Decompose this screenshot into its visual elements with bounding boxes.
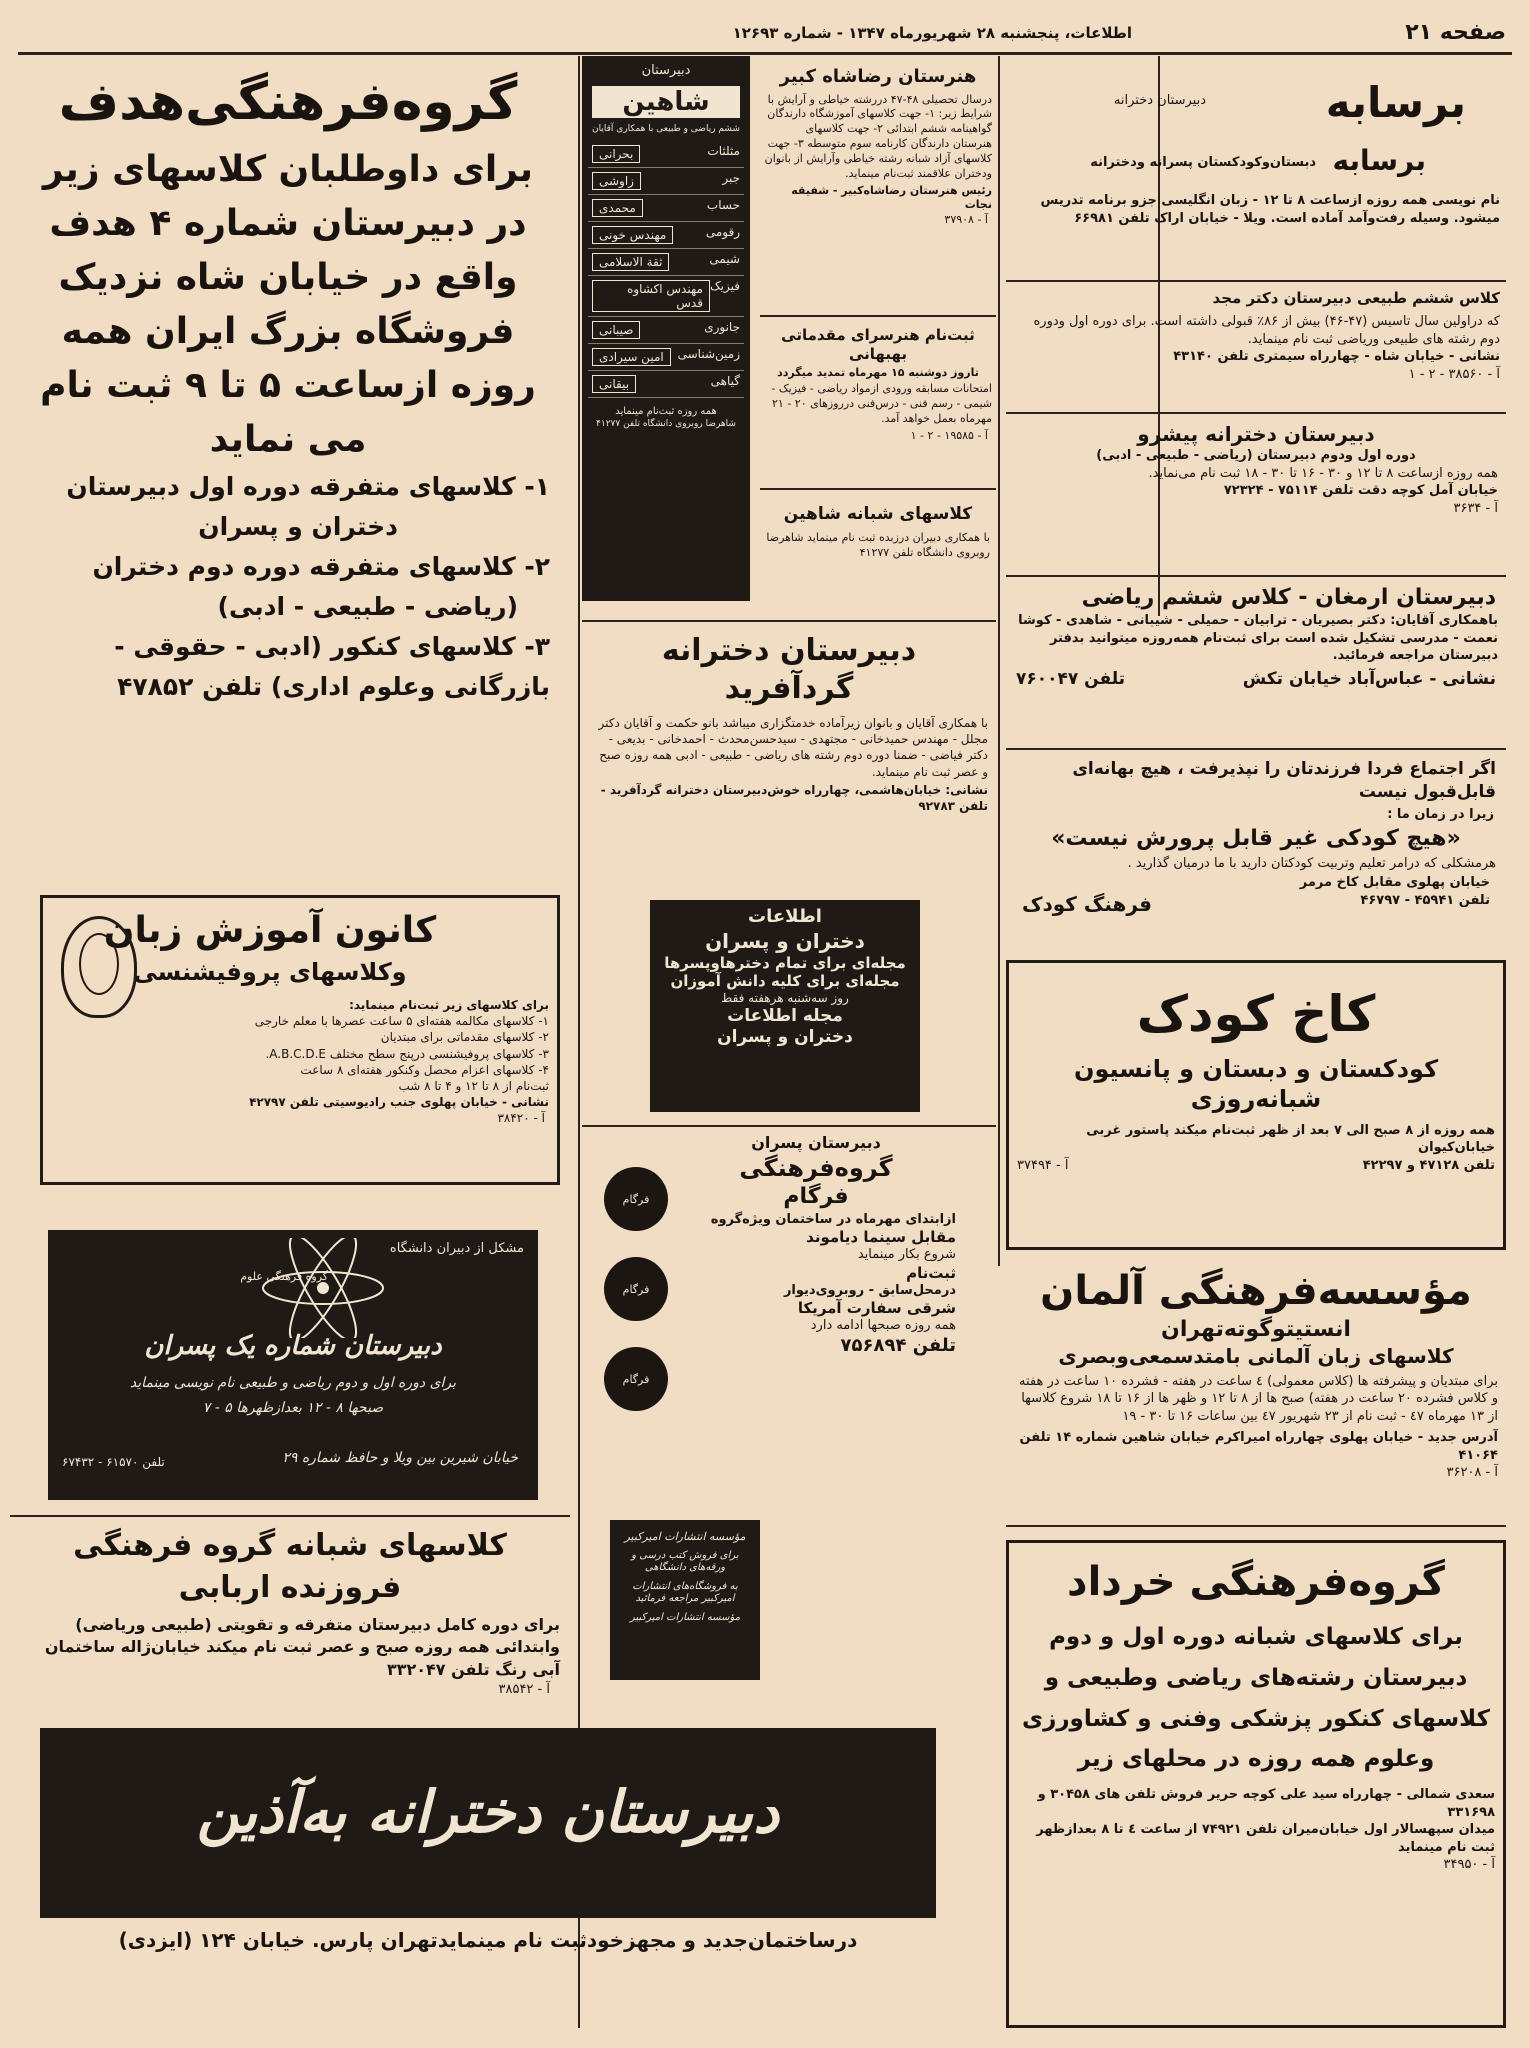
fargam-l5: درمحل‌سابق - روبروی‌دیوار	[783, 1282, 956, 1298]
behbahani-title: ثبت‌نام هنرسرای مقدماتی بهبهانی	[781, 326, 975, 363]
reza-shah-title: هنرستان رضاشاه کبیر	[779, 66, 977, 87]
ad-magazine	[650, 900, 920, 1112]
hadaf-title: گروه‌فرهنگی‌هدف	[58, 72, 518, 132]
majd-code: آ - ۳۸۵۶۰ - ۲ - ۱	[1408, 366, 1500, 382]
teacher-subject: شیمی	[709, 252, 740, 267]
hadaf-line-1: در دبیرستان شماره ۴ هدف	[49, 203, 527, 244]
barsabeh-body: نام نویسی همه روزه ازساعت ۸ تا ۱۲ - زبان انگلیسی جزو برنامه تدریس میشود. وسیله رفت‌وآمد آماده است. ویلا - خیابان اراک تلفن ۶۶۹۸۱	[1040, 193, 1500, 226]
hadaf-item-5: بازرگانی وعلوم اداری) تلفن ۴۷۸۵۲	[117, 672, 550, 701]
kanoon-line-5: ثبت‌نام از ۸ تا ۱۲ و ۴ تا ۸ شب	[398, 1078, 549, 1093]
teacher-name: مهندس خونی	[592, 226, 673, 244]
hadaf-item-3: (ریاضی - طبیعی - ادبی)	[217, 592, 518, 621]
pishro-line3: خیابان آمل کوچه دقت تلفن ۷۵۱۱۴ - ۷۲۳۲۴	[1223, 483, 1498, 499]
ad-pishro	[1006, 416, 1506, 558]
shaheen-teacher-list	[588, 141, 744, 398]
teacher-subject: جانوری	[704, 320, 740, 335]
azin-body: درساختمان‌جدید و مجهزخودثبت نام مینمایدتهران پارس. خیابان ۱۲۴ (ایزدی)	[118, 1928, 858, 1952]
ad-goethe	[1006, 1262, 1506, 1527]
shaheen-teacher-row	[588, 344, 744, 371]
teacher-subject: گیاهی	[710, 374, 740, 389]
goethe-code: آ - ۳۶۲۰۸	[1446, 1465, 1498, 1481]
majd-address: نشانی - خیابان شاه - چهارراه سیمتری تلفن ۴۳۱۴۰	[1173, 349, 1500, 365]
forouzandeh-code: آ - ۳۸۵۴۲	[498, 1682, 550, 1698]
khordad-title: گروه‌فرهنگی خرداد	[1067, 1559, 1445, 1605]
shaheen-name: شاهین	[592, 86, 740, 119]
hadaf-line-0: برای داوطلبان کلاسهای زیر	[42, 149, 534, 190]
amir-kabir-l1: مؤسسه انتشارات امیرکبیر	[624, 1530, 746, 1543]
reza-shah-body: درسال تحصیلی ۴۸-۴۷ دررشته خیاطی و آرایش با شرایط زیر: ۱- جهت کلاسهای آموزشگاه دارندگان گواهینامه ششم ابتدائی ۲- جهت کلاسهای هنرستان دارندگان کارنامه سوم متوسطه ۳- جهت کلاسهای آزاد شبانه رشته خیاطی وآرایش از بانوان ودختران علاقمند ثبت‌نام مینماید.	[764, 92, 992, 180]
behbahani-body: امتحانات مسابقه ورودی ازمواد ریاضی - فیزیک - شیمی - رسم فنی - درس‌فنی درروزهای ۲۰ - ۲۱ مهرماه بعمل خواهد آمد.	[771, 382, 992, 426]
fargam-kicker: دبیرستان پسران	[751, 1133, 881, 1152]
azin-body-strip	[40, 1920, 936, 1964]
amir-kabir-l2: برای فروش کتب درسی و ورقه‌های دانشگاهی	[631, 1549, 739, 1574]
kakh-code: آ - ۳۷۴۹۴	[1017, 1157, 1069, 1173]
khordad-line-0: برای کلاسهای شبانه دوره اول و دوم	[1049, 1624, 1463, 1650]
armaghan-body: باهمکاری آقایان: دکتر بصیریان - ترابیان - حمیلی - شیبانی - شاهدی - کوشا نعمت - مدرسی تشکیل شده است برای ثبت‌نام همه‌روزه میتوانید بدفتر دبیرستان مراجعه فرمائید.	[1018, 613, 1498, 664]
armaghan-address: نشانی - عباس‌آباد خیابان تکش	[1242, 668, 1496, 689]
fargam-logo-text: فرگام	[622, 1372, 650, 1386]
yek-line2: صبحها ۸ - ۱۲ بعدازظهرها ۵ - ۷	[202, 1400, 384, 1416]
barsabeh-title: برسابه	[1325, 78, 1466, 127]
magazine-l1: اطلاعات	[748, 906, 822, 927]
teacher-subject: زمین‌شناسی	[677, 347, 740, 362]
koodak-body: هرمشکلی که درامر تعلیم وتربیت کودکتان دارید با ما درمیان گذارید .	[1127, 855, 1496, 871]
majd-body: که دراولین سال تاسیس (۴۷-۴۶) بیش از ۸۶٪ قبولی داشته است. برای دوره اول ودوره دوم رشته های طبیعی وریاضی ثبت نام مینماید.	[1033, 314, 1500, 347]
koodak-brand: فرهنگ کودک	[1022, 892, 1152, 917]
pishro-line2: همه روزه ازساعت ۸ تا ۱۲ و ۳۰ - ۱۶ تا ۳۰ - ۱۸ ثبت نام می‌نماید.	[1148, 465, 1498, 481]
kanoon-line-0: برای کلاسهای زیر ثبت‌نام مینماید:	[349, 998, 549, 1012]
ad-forouzandeh	[10, 1515, 570, 1720]
hadaf-item-0: ۱- کلاسهای متفرقه دوره اول دبیرستان	[66, 472, 550, 501]
barsabeh-sub-kicker: دبستان‌و‌کودکستان پسرانه ودخترانه	[1090, 155, 1316, 170]
fargam-l4: ثبت‌نام	[906, 1263, 956, 1282]
gordafarid-address: نشانی: خیابان‌هاشمی، چهارراه خوش‌دبیرستان دخترانه گردآفرید - تلفن ۹۲۷۸۳	[600, 782, 988, 813]
ad-kakh-koodak	[1006, 960, 1506, 1250]
col-divider-2	[998, 56, 1000, 1266]
teacher-subject: فیزیک	[709, 279, 740, 294]
hadaf-line-2: واقع در خیابان شاه نزدیک	[58, 257, 518, 298]
ad-fargam	[582, 1125, 996, 1425]
teacher-name: زاوشی	[592, 172, 641, 190]
fargam-l3: شروع بکار مینماید	[857, 1247, 956, 1263]
ad-shaheen-night	[760, 492, 996, 614]
koodak-slogan: «هیچ کودکی غیر قابل پرورش نیست»	[1051, 826, 1461, 852]
fargam-l2: مقابل سینما دیاموند	[806, 1228, 956, 1247]
goethe-sub2: کلاسهای زبان آلمانی بامتدسمعی‌وبصری	[1058, 1343, 1454, 1368]
koodak-head: اگر اجتماع فردا فرزندتان را نپذیرفت ، هیچ بهانه‌ای قابل‌قبول نیست	[1072, 759, 1496, 802]
koodak-kicker: زیرا در زمان ما :	[1387, 806, 1494, 822]
fargam-logo-icon	[604, 1347, 668, 1411]
shaheen-teacher-row	[588, 222, 744, 249]
shaheen-teacher-row	[588, 276, 744, 317]
ad-gordafarid	[582, 620, 996, 888]
kanoon-line-4: ۴- کلاسهای اعزام محصل وکنکور هفته‌ای ۸ ساعت	[300, 1062, 549, 1077]
teacher-name: بیقانی	[592, 375, 636, 393]
shaheen-footer1: همه روزه ثبت‌نام مینماید	[615, 406, 717, 418]
ad-kanoon	[40, 895, 560, 1185]
teacher-subject: مثلثات	[707, 144, 740, 159]
kakh-sub2: شبانه‌روزی	[1190, 1084, 1322, 1113]
kanoon-emblem-icon	[61, 916, 137, 1018]
magazine-l3: مجله‌ای برای تمام دخترهاوپسرها	[664, 953, 906, 972]
gordafarid-title: دبیرستان دخترانه	[661, 633, 917, 668]
ad-dabirestan-yek	[48, 1230, 538, 1500]
forouzandeh-title: کلاسهای شبانه گروه فرهنگی	[73, 1528, 507, 1563]
page-header	[18, 14, 1512, 50]
teacher-name: مهندس اکشاوه قدس	[592, 280, 710, 312]
azin-title: دبیرستان دخترانه به‌آذین	[196, 1778, 780, 1846]
pishro-title: دبیرستان دخترانه پیشرو	[1137, 422, 1375, 446]
kanoon-line-1: ۱- کلاسهای مکالمه هفته‌ای ۵ ساعت عصرها با معلم خارجی	[254, 1014, 549, 1029]
khordad-line-1: دبیرستان رشته‌های ریاضی وطبیعی و	[1044, 1664, 1468, 1691]
hadaf-line-4: روزه ازساعت ۵ تا ۹ ثبت نام	[40, 365, 536, 406]
shaheen-sub: ششم ریاضی و طبیعی با همکاری آقایان	[592, 124, 740, 135]
shaheen-night-title: کلاسهای شبانه شاهین	[783, 504, 973, 524]
kakh-phone: تلفن ۴۷۱۲۸ و ۴۲۲۹۷	[1362, 1157, 1495, 1173]
issue-info: اطلاعات، پنجشنبه ۲۸ شهریورماه ۱۳۴۷ - شماره ۱۲۶۹۳	[732, 24, 1132, 42]
fargam-l1: ازابتدای مهرماه در ساختمان ویژه‌گروه	[710, 1211, 956, 1227]
yek-line1: برای دوره اول و دوم ریاضی و طبیعی نام نویسی مینماید	[129, 1375, 457, 1391]
teacher-subject: جبر	[722, 171, 740, 186]
teacher-name: بحرانی	[592, 145, 640, 163]
ad-khordad	[1006, 1540, 1506, 2028]
hadaf-item-2: ۲- کلاسهای متفرقه دوره دوم دختران	[92, 552, 550, 581]
kanoon-sub: وکلاسهای پروفیشنسی	[133, 958, 407, 986]
teacher-name: امین سیرادی	[592, 348, 671, 366]
fargam-logo-icon	[604, 1257, 668, 1321]
fargam-name: فرگام	[783, 1184, 849, 1209]
yek-top: مشکل از دبیران دانشگاه	[389, 1241, 524, 1256]
shaheen-footer2: شاهرضا روبروی دانشگاه تلفن ۴۱۲۷۷	[596, 418, 736, 429]
magazine-l4: مجله‌ای برای کلیه دانش آموزان	[670, 972, 900, 991]
pishro-code: آ - ۳۶۳۴	[1453, 500, 1498, 516]
atom-icon	[258, 1238, 388, 1338]
koodak-phone: تلفن ۴۵۹۴۱ - ۴۶۷۹۷	[1360, 893, 1490, 909]
fargam-title: گروه‌فرهنگی	[739, 1154, 893, 1182]
khordad-line-2: کلاسهای کنکور پزشکی وفنی و کشاورزی	[1022, 1705, 1490, 1732]
kanoon-address: نشانی - خیابان پهلوی جنب رادیوسیتی تلفن ۴۲۷۹۷	[249, 1095, 549, 1110]
kakh-body: همه روزه از ۸ صبح الی ۷ بعد از ظهر ثبت‌نام میکند پاستور غربی خیابان‌کیوان	[1086, 1122, 1495, 1156]
shaheen-teacher-row	[588, 168, 744, 195]
fargam-logo-icon	[604, 1167, 668, 1231]
fargam-logo-text: فرگام	[622, 1192, 650, 1206]
shaheen-teacher-row	[588, 141, 744, 168]
hadaf-line-3: فروشگاه بزرگ ایران همه	[61, 311, 515, 352]
amir-kabir-l3: به فروشگاه‌های انتشارات امیرکبیر مراجعه فرمائید	[632, 1580, 738, 1605]
ad-majd	[1006, 284, 1506, 414]
goethe-sub: انستیتوگوته‌تهران	[1161, 1317, 1351, 1342]
teacher-name: محمدی	[592, 199, 643, 217]
ad-behbahani	[760, 320, 996, 490]
magazine-l6: مجله اطلاعات	[727, 1006, 843, 1026]
majd-title: کلاس ششم طبیعی دبیرستان دکتر مجد	[1212, 289, 1500, 307]
ad-amir-kabir	[610, 1520, 760, 1680]
barsabeh-sub-title: برسابه	[1332, 144, 1426, 177]
shaheen-teacher-row	[588, 371, 744, 398]
pishro-line1: دوره اول ودوم دبیرستان (ریاضی - طبیعی - ادبی)	[1096, 448, 1416, 463]
kanoon-line-2: ۲- کلاسهای مقدماتی برای مبتدیان	[380, 1030, 549, 1045]
hadaf-item-1: دختران و پسران	[198, 512, 398, 541]
reza-shah-code: آ - ۳۷۹۰۸	[944, 213, 988, 227]
ad-armaghan	[1006, 575, 1506, 750]
khordad-addr2: میدان سپهسالار اول خیابان‌میران تلفن ۷۴۹۲۱ از ساعت ٤ تا ۸ بعدازظهر ثبت نام مینماید	[1036, 1822, 1495, 1855]
kanoon-code: آ - ۳۸۴۲۰	[497, 1111, 545, 1126]
goethe-body: برای مبتدیان و پیشرفته ها (کلاس معمولی) ٤ ساعت در هفته - فشرده ۱۰ ساعت در هفته و کلاس فشرده ۲۰ ساعت در هفته) صبح ها از ۸ تا ۱۲ و ظهر ها از ۱۶ تا ۱۸ شروع کلاسها از ۱۳ مهرماه ٤۷ - ثبت نام از ۲۳ شهریور ٤۷ بین ساعات ۱۶ تا ۳۰ - ۱۹	[1019, 1373, 1498, 1424]
teacher-name: ثقة الاسلامی	[592, 253, 669, 271]
reza-shah-sign: رئیس هنرستان رضاشاه‌کبیر - شفیقه نجات	[791, 183, 992, 212]
ad-farhang-koodak	[1006, 752, 1506, 957]
kanoon-title: کانون آموزش زبان	[103, 910, 437, 951]
hadaf-line-5: می نماید	[209, 419, 367, 460]
top-rule	[18, 52, 1512, 55]
koodak-address: خیابان پهلوی مقابل کاخ مرمر	[1299, 875, 1490, 891]
yek-group: گروه فرهنگی علوم	[240, 1270, 328, 1283]
hadaf-item-4: ۳- کلاسهای کنکور (ادبی - حقوقی -	[114, 632, 550, 661]
shaheen-teacher-row	[588, 195, 744, 222]
ad-shaheen	[582, 56, 750, 601]
teacher-subject: حساب	[706, 198, 740, 213]
armaghan-title: دبیرستان ارمغان - کلاس ششم ریاضی	[1081, 585, 1496, 610]
kanoon-line-3: ۳- کلاسهای پروفیشنسی درپنج سطح مختلف A.B.C.D.E.	[265, 1046, 549, 1061]
shaheen-night-body: با همکاری دبیران درزبده ثبت نام مینماید شاهرضا روبروی دانشگاه تلفن ۴۱۲۷۷	[766, 531, 990, 560]
magazine-l2: دختران و پسران	[705, 928, 865, 953]
fargam-l6: شرقی سفارت آمریکا	[797, 1299, 956, 1318]
khordad-line-3: وعلوم همه روزه در محلهای زیر	[1077, 1746, 1435, 1773]
armaghan-phone: تلفن ۷۶۰۰۴۷	[1016, 668, 1126, 689]
gordafarid-body: با همکاری آقایان و بانوان زیرآماده خدمتگزاری میباشد بانو حکمت و آقایان دکتر مجلل - مهندس حمیدخانی - مجتهدی - سیدحسن‌محدث - احمدخانی - بدیعی - دکتر فیاضی - ضمنا دوره دوم رشته های ریاضی - طبیعی - ادبی همه روزه صبح و عصر ثبت نام مینماید.	[598, 716, 988, 779]
fargam-logo-text: فرگام	[622, 1282, 650, 1296]
barsabeh-kicker: دبیرستان دخترانه	[1113, 93, 1206, 108]
ad-hadaf	[18, 62, 558, 882]
yek-name: دبیرستان شماره یک پسران	[144, 1331, 442, 1361]
forouzandeh-name: فروزنده اربابی	[178, 1569, 402, 1605]
behbahani-code: آ - ۱۹۵۸۵ - ۲ - ۱	[910, 428, 988, 442]
ad-beh-azin	[40, 1728, 936, 1918]
khordad-addr1: سعدی شمالی - چهارراه سید علی کوچه حریر فروش تلفن های ۳۰۴۵۸ و ۳۳۱۶۹۸	[1037, 1787, 1495, 1820]
yek-address: خیابان شیرین بین ویلا و حافظ شماره ۲۹	[282, 1450, 518, 1466]
fargam-phone: تلفن ۷۵۶۸۹۴	[840, 1334, 956, 1356]
kakh-sub: کودکستان و دبستان و پانسیون	[1073, 1054, 1439, 1083]
ad-reza-shah	[760, 62, 996, 317]
gordafarid-name: گردآفرید	[724, 670, 854, 706]
yek-phone: تلفن ۶۱۵۷۰ - ۶۷۴۳۲	[62, 1455, 165, 1469]
khordad-code: آ - ۳۴۹۵۰	[1443, 1857, 1495, 1873]
goethe-address: آدرس جدید - خیابان پهلوی چهارراه امیراکرم خیابان شاهین شماره ۱۴ تلفن ۴۱۰۶۴	[1019, 1430, 1498, 1463]
goethe-title: مؤسسه‌فرهنگی آلمان	[1040, 1268, 1472, 1314]
ad-barsabeh	[1006, 62, 1506, 282]
shaheen-teacher-row	[588, 249, 744, 276]
shaheen-kicker: دبیرستان	[641, 63, 691, 78]
magazine-l7: دختران و پسران	[717, 1027, 853, 1048]
teacher-subject: رقومی	[705, 225, 740, 240]
behbahani-sub: تاروز دوشنبه ۱۵ مهرماه تمدید میگردد	[777, 365, 979, 379]
shaheen-teacher-row	[588, 317, 744, 344]
magazine-l5: روز سه‌شنبه هرهفته فقط	[721, 991, 849, 1005]
teacher-name: صیبانی	[592, 321, 640, 339]
fargam-l7: همه روزه صبحها ادامه دارد	[810, 1318, 956, 1334]
amir-kabir-l4: مؤسسه انتشارات امیرکبیر	[629, 1611, 741, 1623]
forouzandeh-body: برای دوره کامل دبیرستان متفرقه و تقویتی (طبیعی وریاضی) وابتدائی همه روزه صبح و عصر ثبت نام میکند خیابان‌ژاله ساختمان آبی رنگ تلفن ۳۳۲۰۴۷	[44, 1615, 560, 1679]
page-number: صفحه ۲۱	[1405, 20, 1506, 45]
kakh-title: کاخ کودک	[1136, 985, 1376, 1043]
